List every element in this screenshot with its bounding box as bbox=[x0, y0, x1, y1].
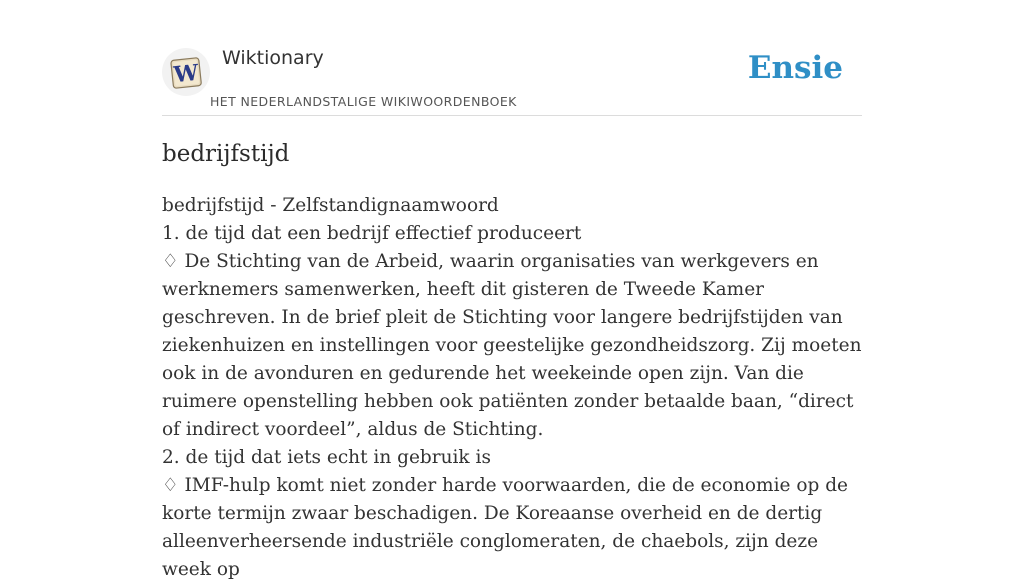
entry-body bbox=[162, 192, 862, 584]
entry-content bbox=[162, 138, 862, 584]
page-title: bedrijfstijd bbox=[162, 141, 290, 167]
example-1: ♢ De Stichting van de Arbeid, waarin organisaties van werkgevers en werknemers samenwerken, heeft dit gisteren de Tweede Kamer geschreven. In de brief pleit de Stichting voor langere bedrijfstijden van ziekenhuizen en instellingen voor geestelijke gezondheidszorg. Zij moeten ook in de avonduren en gedurende het weekeinde open zijn. Van die ruimere openstelling hebben ook patiënten zonder betaalde baan, “direct of indirect voordeel”, aldus de Stichting. bbox=[162, 251, 862, 440]
logo-letter: W bbox=[172, 59, 200, 89]
site-tagline: HET NEDERLANDSTALIGE WIKIWOORDENBOEK bbox=[210, 94, 517, 109]
example-2: ♢ IMF-hulp komt niet zonder harde voorwaarden, die de economie op de korte termijn zwaar beschadigen. De Koreaanse overheid en de dertig alleenverheersende industriële conglomeraten, de chaebols, zijn deze week op bbox=[162, 475, 848, 580]
site-header bbox=[162, 44, 862, 116]
site-name-link[interactable]: Wiktionary bbox=[222, 47, 324, 69]
wiktionary-logo-icon[interactable] bbox=[162, 48, 210, 96]
definition-1: 1. de tijd dat een bedrijf effectief produceert bbox=[162, 223, 582, 244]
ensie-brand-link[interactable]: Ensie bbox=[747, 50, 843, 86]
entry-word-type: bedrijfstijd - Zelfstandignaamwoord bbox=[162, 195, 499, 216]
logo-tile-graphic bbox=[162, 48, 210, 96]
definition-2: 2. de tijd dat iets echt in gebruik is bbox=[162, 447, 491, 468]
